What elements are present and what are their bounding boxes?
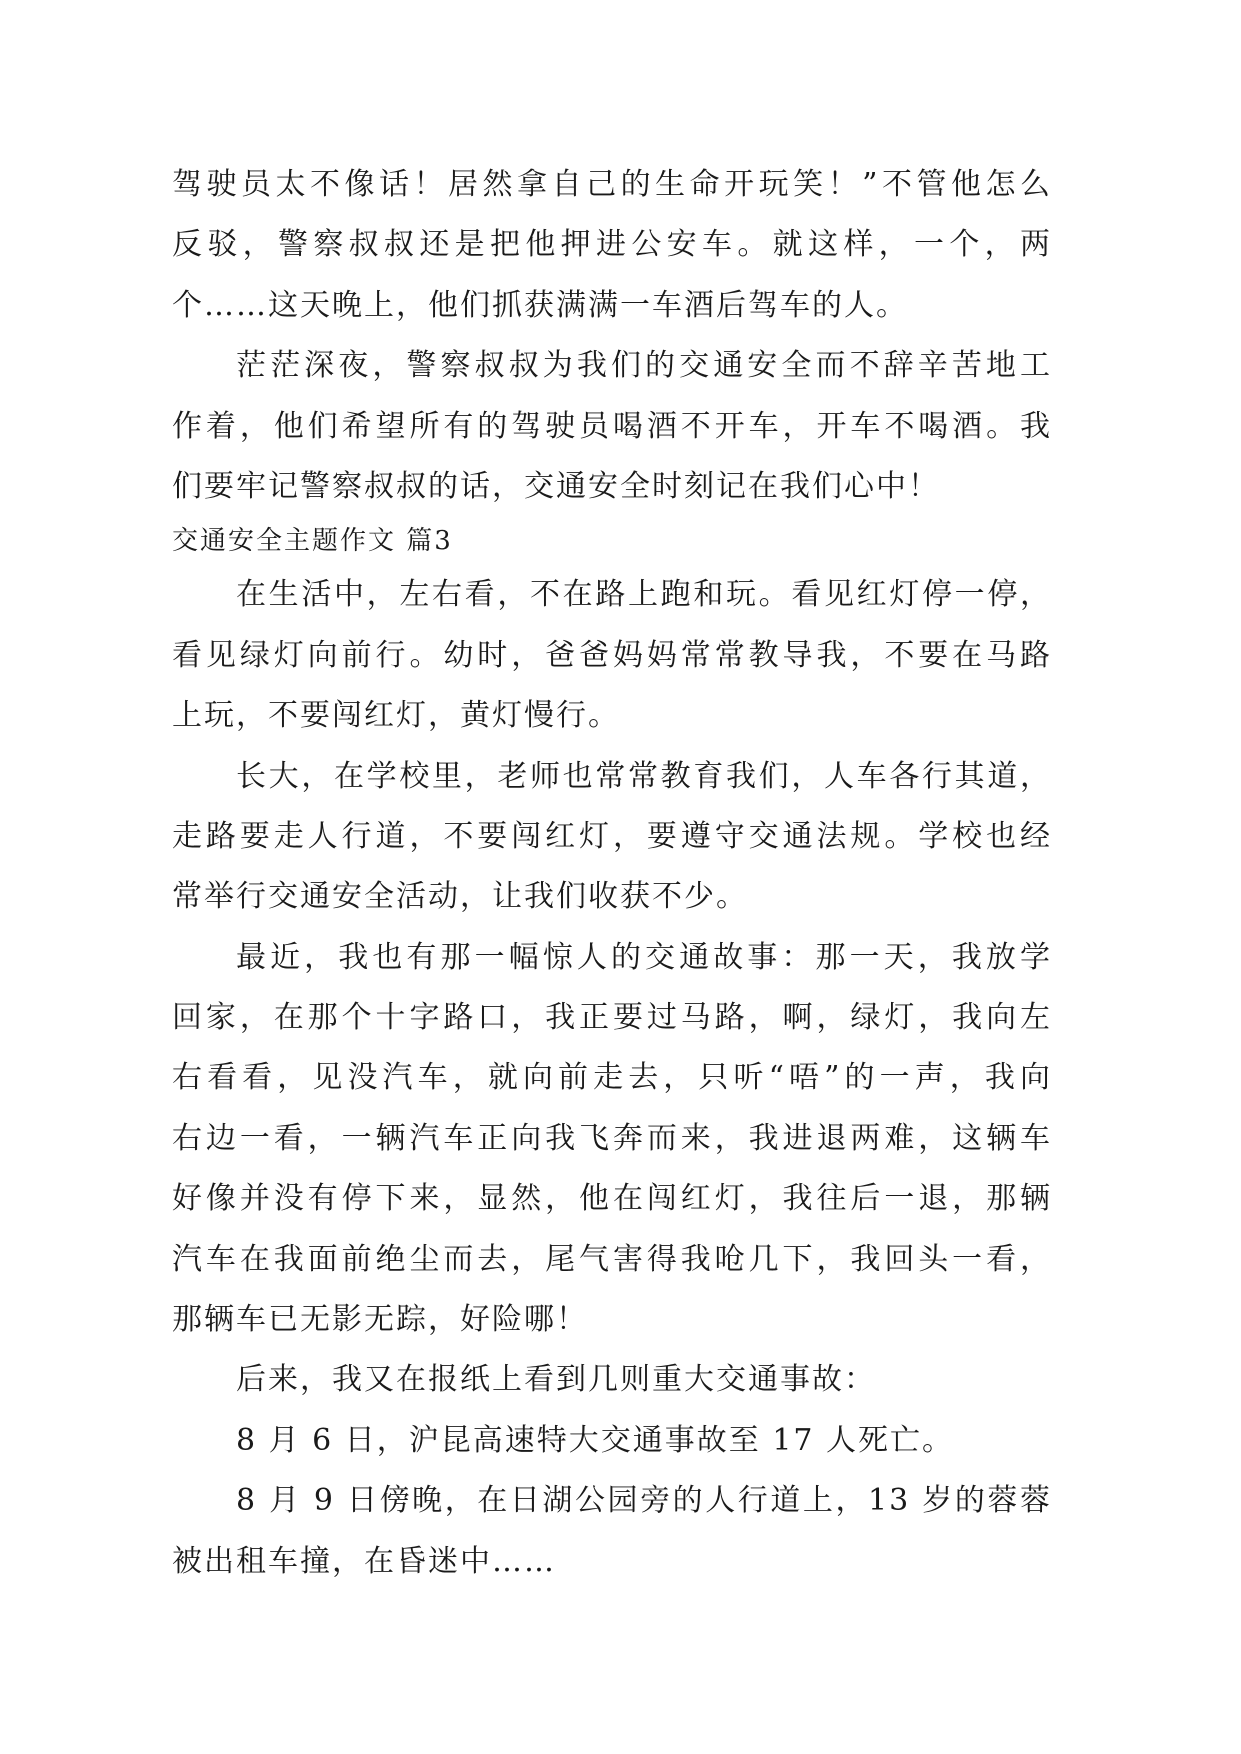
paragraph	[172, 1350, 1052, 1410]
text-line: 作着，他们希望所有的驾驶员喝酒不开车，开车不喝酒。我	[172, 408, 1052, 444]
paragraph	[172, 1471, 1052, 1592]
text-line: 右边一看，一辆汽车正向我飞奔而来，我进退两难，这辆车	[172, 1120, 1052, 1156]
text-line: 长大，在学校里，老师也常常教育我们，人车各行其道，	[236, 758, 1052, 794]
text-line: 们要牢记警察叔叔的话，交通安全时刻记在我们心中！	[172, 468, 940, 504]
text-line: 好像并没有停下来，显然，他在闯红灯，我往后一退，那辆	[172, 1181, 1052, 1217]
text-line: 看见绿灯向前行。幼时，爸爸妈妈常常教导我，不要在马路	[172, 637, 1052, 673]
paragraph	[172, 747, 1052, 928]
text-line: 走路要走人行道，不要闯红灯，要遵守交通法规。学校也经	[172, 818, 1052, 854]
paragraph	[172, 336, 1052, 517]
text-line: 最近，我也有那一幅惊人的交通故事：那一天，我放学	[236, 939, 1052, 975]
text-line: 汽车在我面前绝尘而去，尾气害得我呛几下，我回头一看，	[172, 1241, 1052, 1277]
text-line: 上玩，不要闯红灯，黄灯慢行。	[172, 698, 620, 734]
text-line: 被出租车撞，在昏迷中……	[172, 1543, 556, 1579]
text-line: 8 月 9 日傍晚，在日湖公园旁的人行道上，13 岁的蓉蓉	[236, 1483, 1052, 1519]
document-body	[172, 155, 1052, 1592]
text-line: 回家，在那个十字路口，我正要过马路，啊，绿灯，我向左	[172, 1000, 1052, 1036]
paragraph	[172, 155, 1052, 336]
text-line: 在生活中，左右看，不在路上跑和玩。看见红灯停一停，	[236, 577, 1052, 613]
paragraph	[172, 565, 1052, 746]
text-line: 反驳，警察叔叔还是把他押进公安车。就这样，一个，两	[172, 227, 1052, 263]
text-line: 8 月 6 日，沪昆高速特大交通事故至 17 人死亡。	[236, 1422, 955, 1458]
text-line: 那辆车已无影无踪，好险哪！	[172, 1302, 588, 1338]
paragraph	[172, 928, 1052, 1351]
text-line: 个……这天晚上，他们抓获满满一车酒后驾车的人。	[172, 287, 908, 323]
text-line: 驾驶员太不像话！居然拿自己的生命开玩笑！”不管他怎么	[172, 167, 1052, 202]
text-line: 后来，我又在报纸上看到几则重大交通事故：	[236, 1362, 876, 1398]
section-heading: 交通安全主题作文 篇3	[172, 526, 453, 557]
text-line: 右看看，见没汽车，就向前走去，只听“唔”的一声，我向	[172, 1060, 1052, 1096]
text-line: 茫茫深夜，警察叔叔为我们的交通安全而不辞辛苦地工	[236, 348, 1052, 384]
text-line: 常举行交通安全活动，让我们收获不少。	[172, 879, 748, 915]
paragraph	[172, 1411, 1052, 1471]
